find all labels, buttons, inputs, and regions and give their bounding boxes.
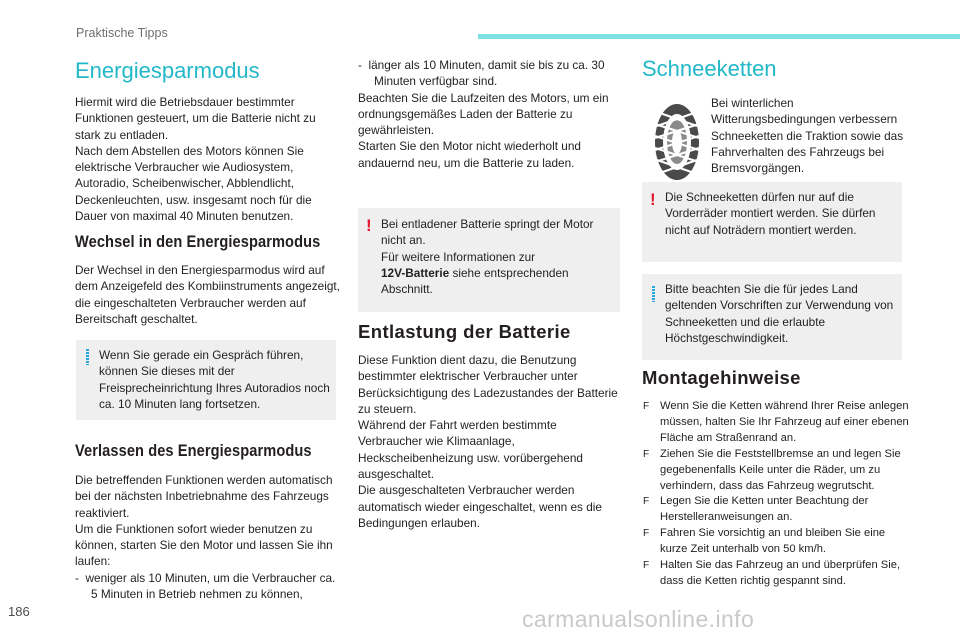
warning-box-2-text: Die Schneeketten dürfen nur auf die Vorderräder montiert werden. Sie dürfen nicht auf Noträdern montiert werden. [665, 190, 876, 237]
column-1 [75, 58, 341, 224]
heading-montagehinweise [642, 367, 904, 389]
entlastung-text-block [358, 352, 620, 531]
verlassen-paragraph-2: Um die Funktionen sofort wieder benutzen zu können, starten Sie den Motor und lassen Sie ihn laufen: [75, 521, 333, 569]
list-item [643, 526, 909, 558]
heading-entlastung [358, 321, 620, 343]
heading-verlassen [75, 441, 355, 461]
bullet-marker: F [643, 448, 650, 460]
warning-line-2: Für weitere Informationen zur [381, 249, 536, 264]
col2-paragraph-1: Beachten Sie die Laufzeiten des Motors, um ein ordnungsgemäßes Laden der Batterie zu gewährleisten. [358, 90, 609, 138]
verlassen-text-block [75, 472, 341, 602]
verlassen-paragraph-1: Die betreffenden Funktionen werden automatisch bei der nächsten Inbetriebnahme des Fahrzeugs reaktiviert. [75, 473, 333, 520]
info-icon-2 [652, 286, 655, 302]
list-item-text: Legen Sie die Ketten unter Beachtung der Herstelleranweisungen an. [660, 495, 869, 524]
list-item [643, 447, 909, 495]
header-accent-bar [478, 34, 960, 39]
bullet-marker: F [643, 528, 650, 540]
warning-bold-term: 12V-Batterie [381, 265, 450, 280]
list-item-text: Halten Sie das Fahrzeug an und überprüfen Sie, dass die Ketten richtig gespannt sind. [660, 559, 901, 587]
info-box-vorschriften [642, 274, 902, 360]
bullet-marker: F [643, 401, 650, 412]
col2-paragraph-2: Starten Sie den Motor nicht wiederholt und andauernd neu, um die Batterie zu laden. [358, 139, 581, 170]
dash-item-1: - weniger als 10 Minuten, um die Verbraucher ca. 5 Minuten in Betrieb nehmen zu können, [75, 570, 336, 602]
schneeketten-intro-block [711, 95, 906, 176]
entlastung-paragraph-3: Die ausgeschalteten Verbraucher werden automatisch wieder eingeschaltet, wenn es die Bedingungen erlauben. [358, 483, 602, 530]
heading-montagehinweise-text: Montagehinweise [642, 367, 801, 388]
wechsel-text-block [75, 262, 341, 327]
title-energiesparmodus: Energiesparmodus [75, 58, 260, 83]
warning-box-schneeketten [642, 182, 902, 262]
running-header: Praktische Tipps [76, 26, 168, 40]
snow-chain-icon [650, 100, 704, 184]
intro-paragraph-1: Hiermit wird die Betriebsdauer bestimmter Funktionen gesteuert, um die Batterie nicht zu stark zu entladen. [75, 95, 316, 142]
wechsel-paragraph: Der Wechsel in den Energiesparmodus wird auf dem Anzeigefeld des Kombiinstruments angezeigt, die eingeschalteten Verbraucher werden auf Bereitschaft geschaltet. [75, 263, 340, 326]
list-item-text: Ziehen Sie die Feststellbremse an und legen Sie gegebenenfalls Keile unter die Räder, um zu verhindern, dass das Fahrzeug wegrutscht. [660, 447, 901, 492]
dash-item-2: - länger als 10 Minuten, damit sie bis zu ca. 30 Minuten verfügbar sind. [358, 58, 605, 89]
schneeketten-intro: Bei winterlichen Witterungsbedingungen verbessern Schneeketten die Traktion sowie das Fahrverhalten des Fahrzeugs bei Bremsvorgängen. [711, 96, 904, 176]
list-item [643, 494, 909, 526]
entlastung-paragraph-1: Diese Funktion dient dazu, die Benutzung bestimmter elektrischer Verbraucher unter Berücksichtigung des Ladezustandes der Batterie zu steuern. [358, 353, 618, 416]
warning-icon: ! [366, 216, 372, 235]
bullet-marker: F [643, 496, 650, 508]
warning-line-1: Bei entladener Batterie springt der Motor nicht an. [381, 217, 594, 248]
title-schneeketten: Schneeketten [642, 56, 777, 81]
info-icon [86, 349, 89, 365]
entlastung-paragraph-2: Während der Fahrt werden bestimmte Verbraucher wie Klimaanlage, Heckscheibenheizung usw. vorübergehend ausgeschaltet. [358, 418, 583, 482]
list-item-text: Fahren Sie vorsichtig an und bleiben Sie eine kurze Zeit unterhalb von 50 km/h. [660, 527, 886, 556]
warning-box-text [381, 216, 614, 297]
warning-box-batterie [358, 208, 620, 312]
heading-wechsel [75, 232, 355, 252]
page-number: 186 [8, 604, 30, 619]
heading-verlassen-text: Verlassen des Energiesparmodus [75, 441, 312, 460]
heading-entlastung-text: Entlastung der Batterie [358, 321, 571, 342]
bullet-list [643, 399, 909, 590]
list-item [643, 399, 909, 447]
watermark: carmanualsonline.info [522, 606, 755, 632]
info-box-gespraech [76, 340, 336, 420]
warning-line-3: siehe entsprechenden Abschnitt. [381, 265, 569, 297]
info-box-2-text: Bitte beachten Sie die für jedes Land geltenden Vorschriften zur Verwendung von Schneeketten und die erlaubte Höchstgeschwindigkeit. [665, 282, 894, 345]
heading-schneeketten [642, 56, 902, 82]
list-item-text: Wenn Sie die Ketten während Ihrer Reise anlegen müssen, halten Sie Ihr Fahrzeug auf einer ebenen Fläche am Straßenrand an. [660, 400, 909, 444]
warning-icon-2: ! [650, 190, 656, 209]
heading-wechsel-text: Wechsel in den Energiesparmodus [75, 232, 321, 251]
column-2 [358, 57, 620, 171]
bullet-marker: F [643, 560, 650, 572]
info-box-text: Wenn Sie gerade ein Gespräch führen, können Sie dieses mit der Freisprecheinrichtung Ihres Autoradios noch ca. 10 Minuten lang fortsetzen. [99, 348, 330, 411]
intro-paragraph-2: Nach dem Abstellen des Motors können Sie elektrische Verbraucher wie Audiosystem, Autoradio, Scheibenwischer, Abblendlicht, Deckenleuchten, usw. insgesamt noch für die Dauer von maximal 40 Minuten benutzen. [75, 143, 312, 224]
list-item [643, 558, 909, 590]
